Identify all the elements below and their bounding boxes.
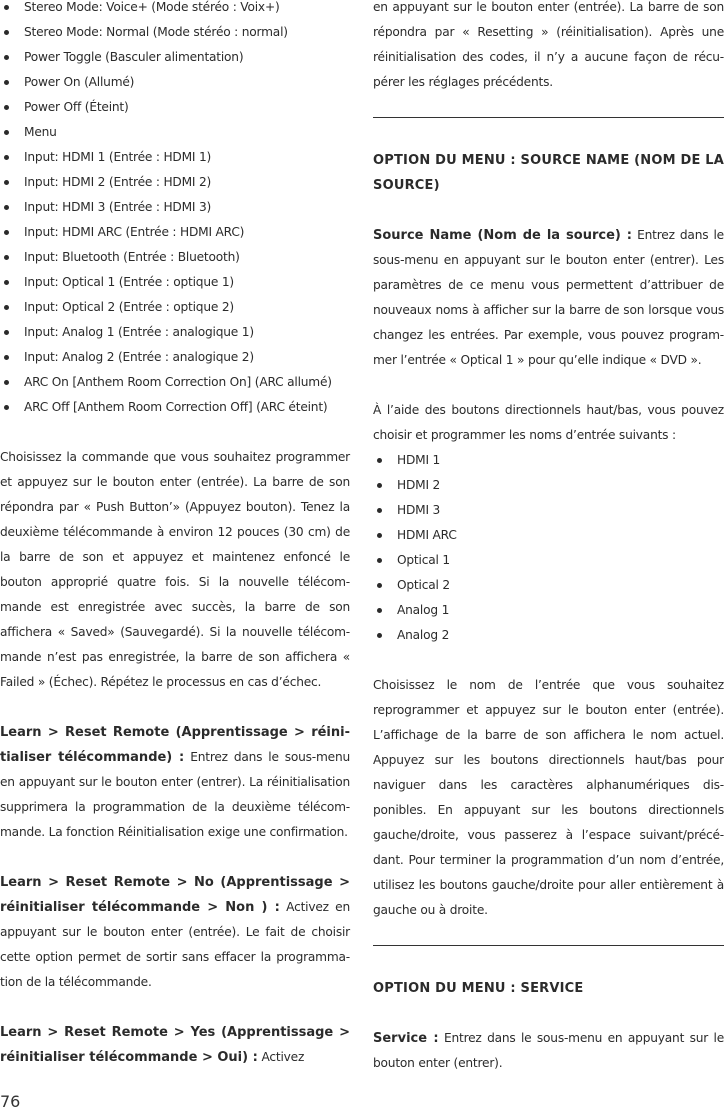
left-column xyxy=(0,0,350,1070)
list-item: Analog 1 xyxy=(373,598,724,623)
reset-remote-yes-description xyxy=(0,1020,350,1070)
bullet-icon xyxy=(377,508,382,513)
bullet-icon xyxy=(377,483,382,488)
list-item: ARC On [Anthem Room Correction On] (ARC allumé) xyxy=(0,370,350,395)
bullet-icon xyxy=(377,458,382,463)
bullet-icon xyxy=(377,608,382,613)
name-editing-instructions: Choisissez le nom de l’entrée que vous souhaitez reprogrammer et appuyez sur le bouton enter (entrée). L’affichage de la barre de son affichera le nom actuel. Appuyez sur les boutons directionnels haut/bas pour naviguer dans les caractères alphanumériques dis-ponibles. En appuyant sur les boutons directionnels gauche/droite, vous passerez à l’espace suivant/précé-dant. Pour terminer la programmation d’un nom d’entrée, utilisez les boutons gauche/droite pour aller entièrement à gauche ou à droite. xyxy=(373,678,724,917)
bullet-icon xyxy=(4,280,9,285)
input-names-list xyxy=(373,448,724,648)
list-item: Input: HDMI 1 (Entrée : HDMI 1) xyxy=(0,145,350,170)
page-number: 76 xyxy=(0,1092,21,1111)
service-label: Service : xyxy=(373,1031,439,1046)
list-item: Input: Analog 2 (Entrée : analogique 2) xyxy=(0,345,350,370)
list-item: Analog 2 xyxy=(373,623,724,648)
list-item: Input: Bluetooth (Entrée : Bluetooth) xyxy=(0,245,350,270)
service-text: Entrez dans le sous-menu en appuyant sur le bouton enter (entrer). xyxy=(373,1031,724,1070)
source-name-label: Source Name (Nom de la source) : xyxy=(373,228,632,243)
list-item: HDMI 3 xyxy=(373,498,724,523)
programming-instructions: Choisissez la commande que vous souhaitez programmer et appuyez sur le bouton enter (entrée). La barre de son répondra par « Push Button’» (Appuyez bouton). Tenez la deuxième télécommande à environ 12 pouces (30 cm) de la barre de son et appuyez et maintenez enfoncé le bouton approprié quatre fois. Si la nouvelle télécom-mande est enregistrée avec succès, la barre de son affichera « Saved» (Sauvegardé). Si la nouvelle télécom-mande n’est pas enregistrée, la barre de son affichera « Failed » (Échec). Répétez le processus en cas d’échec. xyxy=(0,450,350,689)
remote-commands-list xyxy=(0,0,350,420)
bullet-icon xyxy=(4,230,9,235)
list-item: Input: HDMI 3 (Entrée : HDMI 3) xyxy=(0,195,350,220)
bullet-icon xyxy=(4,155,9,160)
bullet-icon xyxy=(377,633,382,638)
source-name-text: Entrez dans le sous-menu en appuyant sur le bouton enter (entrer). Les paramètres de ce menu vous permettent d’attribuer de nouveaux noms à afficher sur la barre de son lorsque vous changez les entrées. Par exemple, vous pouvez program-mer l’entrée « Optical 1 » pour qu’elle indique « DVD ». xyxy=(373,228,724,367)
reset-remote-yes-label: Learn > Reset Remote > Yes (Apprentissage > réinitialiser télécommande > Oui) : xyxy=(0,1025,350,1065)
list-item: ARC Off [Anthem Room Correction Off] (ARC éteint) xyxy=(0,395,350,420)
bullet-icon xyxy=(4,255,9,260)
bullet-icon xyxy=(4,205,9,210)
bullet-icon xyxy=(4,105,9,110)
list-item: HDMI 1 xyxy=(373,448,724,473)
reset-remote-description xyxy=(0,720,350,845)
list-item: Power Off (Éteint) xyxy=(0,95,350,120)
list-item: Input: HDMI ARC (Entrée : HDMI ARC) xyxy=(0,220,350,245)
reset-remote-no-text: Activez en appuyant sur le bouton enter (entrée). Le fait de choisir cette option permet de sortir sans effacer la programma-tion de la télécommande. xyxy=(0,900,350,989)
bullet-icon xyxy=(4,180,9,185)
list-item: Stereo Mode: Normal (Mode stéréo : normal) xyxy=(0,20,350,45)
bullet-icon xyxy=(4,80,9,85)
source-name-heading: OPTION DU MENU : SOURCE NAME (NOM DE LA SOURCE) xyxy=(373,153,724,193)
bullet-icon xyxy=(377,583,382,588)
reset-remote-no-description xyxy=(0,870,350,995)
list-item: Optical 2 xyxy=(373,573,724,598)
list-item: Input: HDMI 2 (Entrée : HDMI 2) xyxy=(0,170,350,195)
bullet-icon xyxy=(4,330,9,335)
direction-buttons-instructions: À l’aide des boutons directionnels haut/bas, vous pouvez choisir et programmer les noms d’entrée suivants : xyxy=(373,403,724,442)
source-name-description xyxy=(373,223,724,373)
list-item: HDMI ARC xyxy=(373,523,724,548)
list-item: Input: Optical 1 (Entrée : optique 1) xyxy=(0,270,350,295)
section-divider xyxy=(373,945,724,946)
bullet-icon xyxy=(4,30,9,35)
bullet-icon xyxy=(377,533,382,538)
reset-remote-label: Learn > Reset Remote (Apprentissage > réini-tialiser télécommande) : xyxy=(0,725,350,765)
bullet-icon xyxy=(4,5,9,10)
right-column xyxy=(373,0,724,1076)
service-description xyxy=(373,1026,724,1076)
bullet-icon xyxy=(377,558,382,563)
reset-continuation: en appuyant sur le bouton enter (entrée). La barre de son répondra par « Resetting » (réinitialisation). Après une réinitialisation des codes, il n’y a aucune façon de récu-pérer les réglages précédents. xyxy=(373,0,724,89)
section-divider xyxy=(373,117,724,118)
list-item: Power On (Allumé) xyxy=(0,70,350,95)
bullet-icon xyxy=(4,55,9,60)
bullet-icon xyxy=(4,405,9,410)
list-item: HDMI 2 xyxy=(373,473,724,498)
bullet-icon xyxy=(4,305,9,310)
bullet-icon xyxy=(4,355,9,360)
service-heading: OPTION DU MENU : SERVICE xyxy=(373,981,584,996)
reset-remote-text: Entrez dans le sous-menu en appuyant sur le bouton enter (entrer). La réinitialisation supprimera la programmation de la deuxième télécom-mande. La fonction Réinitialisation exige une confirmation. xyxy=(0,750,350,839)
reset-remote-yes-text: Activez xyxy=(257,1050,305,1064)
bullet-icon xyxy=(4,130,9,135)
list-item: Optical 1 xyxy=(373,548,724,573)
list-item: Stereo Mode: Voice+ (Mode stéréo : Voix+) xyxy=(0,0,350,20)
bullet-icon xyxy=(4,380,9,385)
list-item: Menu xyxy=(0,120,350,145)
list-item: Power Toggle (Basculer alimentation) xyxy=(0,45,350,70)
list-item: Input: Analog 1 (Entrée : analogique 1) xyxy=(0,320,350,345)
list-item: Input: Optical 2 (Entrée : optique 2) xyxy=(0,295,350,320)
reset-remote-no-label: Learn > Reset Remote > No (Apprentissage > réinitialiser télécommande > Non ) : xyxy=(0,875,350,915)
